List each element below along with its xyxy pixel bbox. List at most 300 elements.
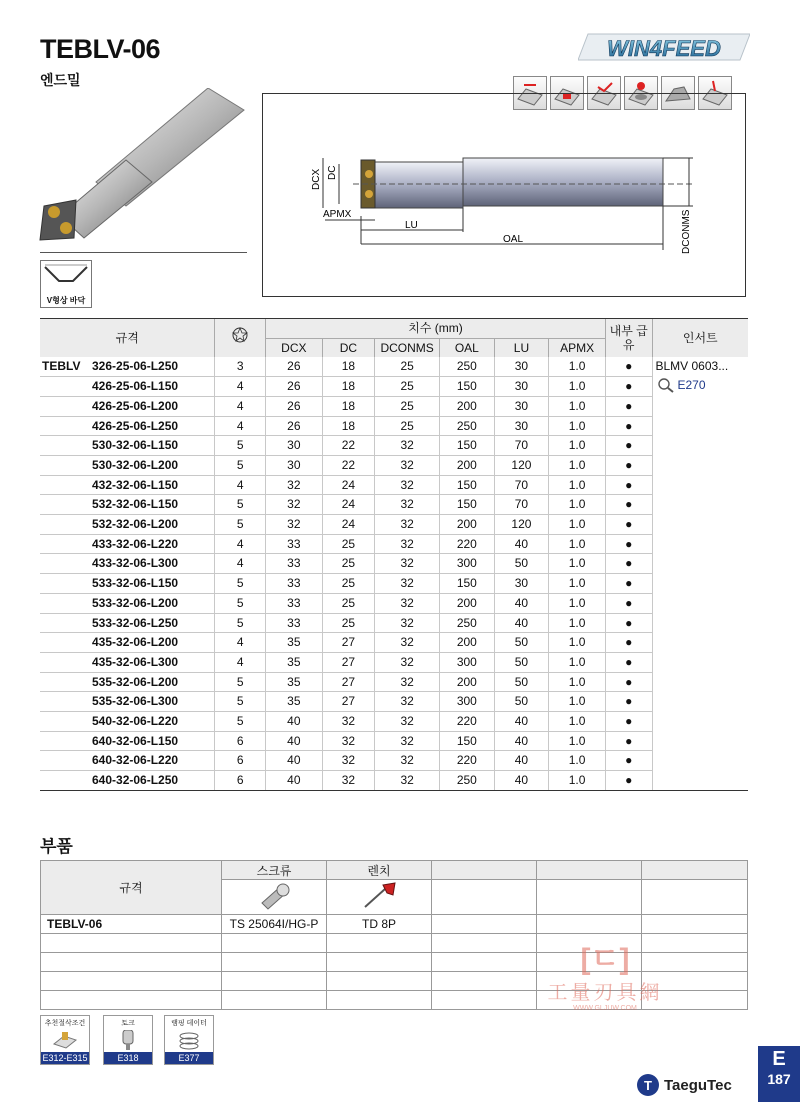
cell-lu: 50 <box>494 633 549 653</box>
cell-dc: 25 <box>322 574 375 594</box>
cell-dconms: 32 <box>375 495 440 515</box>
model-suffix: 433-32-06-L300 <box>92 556 179 571</box>
cell-apmx: 1.0 <box>549 751 606 771</box>
page-title: TEBLV-06 <box>40 34 161 64</box>
parts-header-model: 규격 <box>41 861 222 915</box>
cell-oal: 300 <box>440 652 495 672</box>
cell-cool: ● <box>605 416 652 436</box>
taegutec-logo-icon <box>636 1073 660 1097</box>
table-row <box>40 455 748 475</box>
cell-dconms: 32 <box>375 554 440 574</box>
cell-apmx: 1.0 <box>549 455 606 475</box>
cell-apmx: 1.0 <box>549 515 606 535</box>
cell-cool: ● <box>605 396 652 416</box>
parts-header-empty <box>642 861 748 880</box>
logo-text: TaeguTec <box>664 1076 732 1094</box>
model-code <box>40 633 215 653</box>
cell-dc: 27 <box>322 633 375 653</box>
cell-lu: 40 <box>494 731 549 751</box>
cell-dcx: 32 <box>266 475 323 495</box>
model-code <box>40 672 215 692</box>
cell-dcx: 33 <box>266 534 323 554</box>
model-suffix: 640-32-06-L250 <box>92 773 179 788</box>
model-suffix: 533-32-06-L250 <box>92 615 179 630</box>
magnifier-icon <box>656 377 676 393</box>
model-suffix: 540-32-06-L220 <box>92 714 179 729</box>
cell-oal: 250 <box>440 357 495 376</box>
watermark-logo-icon: [ㄷ] <box>580 943 630 976</box>
parts-wrench-code: TD 8P <box>327 915 432 934</box>
cell-dcx: 35 <box>266 672 323 692</box>
cell-cool: ● <box>605 672 652 692</box>
cell-dc: 32 <box>322 712 375 732</box>
model-suffix: 535-32-06-L200 <box>92 674 179 689</box>
cell-cool: ● <box>605 455 652 475</box>
ref-page: E318 <box>104 1052 152 1064</box>
table-row <box>40 771 748 791</box>
cell-z: 6 <box>215 771 266 791</box>
cell-lu: 70 <box>494 495 549 515</box>
model-suffix: 426-25-06-L200 <box>92 398 179 413</box>
cell-cool: ● <box>605 712 652 732</box>
cell-cool: ● <box>605 357 652 376</box>
cell-dc: 25 <box>322 613 375 633</box>
page-subtitle: 엔드밀 <box>40 72 81 88</box>
cell-dcx: 40 <box>266 771 323 791</box>
ref-label: 추천절삭조건 <box>44 1020 86 1027</box>
label-apmx: APMX <box>323 209 352 220</box>
cell-dc: 18 <box>322 396 375 416</box>
parts-cell-empty <box>327 991 432 1010</box>
cell-dcx: 40 <box>266 712 323 732</box>
cell-lu: 120 <box>494 515 549 535</box>
model-suffix: 533-32-06-L200 <box>92 595 179 610</box>
model-code <box>40 377 215 397</box>
parts-cell-empty <box>432 972 537 991</box>
parts-cell-empty <box>222 934 327 953</box>
cell-dconms: 32 <box>375 771 440 791</box>
header-dims: 치수 (mm) <box>266 319 606 339</box>
cell-oal: 250 <box>440 771 495 791</box>
cell-cool: ● <box>605 554 652 574</box>
cell-dc: 18 <box>322 357 375 376</box>
cell-apmx: 1.0 <box>549 613 606 633</box>
cell-z: 5 <box>215 672 266 692</box>
cell-cool: ● <box>605 475 652 495</box>
cell-cool: ● <box>605 692 652 712</box>
model-code <box>40 771 215 791</box>
parts-screw-code: TS 25064I/HG-P <box>222 915 327 934</box>
parts-cell-empty <box>41 972 222 991</box>
cell-lu: 40 <box>494 771 549 791</box>
parts-cell-empty <box>222 972 327 991</box>
v-shape-icon <box>41 261 91 295</box>
cell-dcx: 30 <box>266 436 323 456</box>
cell-z: 5 <box>215 495 266 515</box>
cell-lu: 40 <box>494 593 549 613</box>
cell-lu: 70 <box>494 475 549 495</box>
model-code <box>40 731 215 751</box>
cell-z: 4 <box>215 633 266 653</box>
cell-z: 3 <box>215 357 266 376</box>
cell-z: 5 <box>215 692 266 712</box>
model-suffix: 533-32-06-L150 <box>92 576 179 591</box>
cell-apmx: 1.0 <box>549 357 606 376</box>
cell-cool: ● <box>605 633 652 653</box>
model-code <box>40 593 215 613</box>
cell-dc: 18 <box>322 416 375 436</box>
table-row <box>40 554 748 574</box>
cell-oal: 200 <box>440 515 495 535</box>
table-row <box>40 377 748 397</box>
table-row <box>40 613 748 633</box>
ref-ramping-data[interactable] <box>164 1015 214 1065</box>
cell-dc: 24 <box>322 475 375 495</box>
cell-oal: 220 <box>440 534 495 554</box>
header-model: 규격 <box>40 319 215 358</box>
cell-cool: ● <box>605 534 652 554</box>
cell-dcx: 35 <box>266 692 323 712</box>
model-suffix: 435-32-06-L300 <box>92 654 179 669</box>
table-row <box>40 436 748 456</box>
cell-lu: 40 <box>494 613 549 633</box>
torque-icon <box>115 1030 141 1050</box>
cell-oal: 150 <box>440 436 495 456</box>
parts-header-empty <box>432 861 537 880</box>
cell-lu: 50 <box>494 692 549 712</box>
svg-text:T: T <box>644 1078 652 1093</box>
cell-z: 4 <box>215 396 266 416</box>
cell-dc: 18 <box>322 377 375 397</box>
col-dc: DC <box>322 338 375 357</box>
v-shape-bottom-badge <box>40 260 92 308</box>
cell-lu: 30 <box>494 396 549 416</box>
cell-cool: ● <box>605 436 652 456</box>
flute-count-icon <box>230 325 250 345</box>
model-code <box>40 692 215 712</box>
model-code <box>40 416 215 436</box>
cell-oal: 300 <box>440 692 495 712</box>
cell-oal: 150 <box>440 574 495 594</box>
spec-table <box>40 318 748 791</box>
parts-cell-empty <box>327 934 432 953</box>
cell-dcx: 32 <box>266 495 323 515</box>
cell-dcx: 33 <box>266 613 323 633</box>
parts-cell-empty <box>41 991 222 1010</box>
model-suffix: 535-32-06-L300 <box>92 694 179 709</box>
table-row <box>40 593 748 613</box>
cell-dconms: 32 <box>375 534 440 554</box>
cell-dcx: 26 <box>266 377 323 397</box>
ramping-data-icon <box>176 1030 202 1050</box>
insert-ref-link[interactable] <box>653 376 749 395</box>
model-suffix: 640-32-06-L220 <box>92 753 179 768</box>
cell-oal: 200 <box>440 633 495 653</box>
cell-dcx: 32 <box>266 515 323 535</box>
cell-dc: 27 <box>322 692 375 712</box>
cell-z: 4 <box>215 416 266 436</box>
table-row <box>40 574 748 594</box>
cell-z: 4 <box>215 377 266 397</box>
model-code <box>40 613 215 633</box>
cell-dcx: 33 <box>266 574 323 594</box>
watermark-url: WWW.GLJUW.COM <box>573 1005 637 1012</box>
divider <box>40 252 247 253</box>
cell-dconms: 25 <box>375 357 440 376</box>
cell-oal: 150 <box>440 731 495 751</box>
cell-oal: 220 <box>440 712 495 732</box>
cell-cool: ● <box>605 751 652 771</box>
table-row <box>40 416 748 436</box>
endmill-image <box>30 88 250 260</box>
header-coolant: 내부 급유 <box>605 319 652 358</box>
col-lu: LU <box>494 338 549 357</box>
cell-dc: 24 <box>322 495 375 515</box>
cell-apmx: 1.0 <box>549 593 606 613</box>
parts-header-screw: 스크류 <box>222 861 327 880</box>
cell-oal: 150 <box>440 475 495 495</box>
cell-dconms: 32 <box>375 633 440 653</box>
model-code <box>40 652 215 672</box>
section-tab <box>758 1046 800 1102</box>
cell-dc: 25 <box>322 554 375 574</box>
cell-lu: 40 <box>494 751 549 771</box>
page-number: 187 <box>767 1071 791 1087</box>
parts-cell-empty <box>642 880 748 915</box>
model-suffix: 326-25-06-L250 <box>92 359 179 374</box>
label-dconms: DCONMS <box>681 209 692 254</box>
model-suffix: 530-32-06-L200 <box>92 457 179 472</box>
label-lu: LU <box>405 220 418 231</box>
ref-cutting-conditions[interactable] <box>40 1015 90 1065</box>
cell-z: 6 <box>215 731 266 751</box>
cell-dc: 27 <box>322 672 375 692</box>
cell-dconms: 32 <box>375 593 440 613</box>
cell-dc: 32 <box>322 751 375 771</box>
cell-dcx: 35 <box>266 633 323 653</box>
table-row <box>40 475 748 495</box>
cell-lu: 30 <box>494 357 549 376</box>
cell-oal: 250 <box>440 613 495 633</box>
cell-lu: 30 <box>494 574 549 594</box>
v-shape-label: V형상 바닥 <box>46 296 86 305</box>
cell-dconms: 32 <box>375 731 440 751</box>
col-dconms: DCONMS <box>375 338 440 357</box>
cell-dc: 32 <box>322 771 375 791</box>
label-oal: OAL <box>503 234 524 245</box>
table-row <box>40 672 748 692</box>
header-flutes <box>215 319 266 358</box>
parts-cell-empty <box>41 934 222 953</box>
ref-page: E377 <box>165 1052 213 1064</box>
cell-z: 5 <box>215 436 266 456</box>
cell-apmx: 1.0 <box>549 633 606 653</box>
tool-drawing <box>263 94 747 298</box>
ref-label: 램핑 데이터 <box>171 1020 207 1027</box>
table-row <box>40 534 748 554</box>
cell-cool: ● <box>605 377 652 397</box>
cell-dcx: 40 <box>266 751 323 771</box>
cell-z: 4 <box>215 554 266 574</box>
model-code <box>40 515 215 535</box>
parts-cell-empty <box>432 934 537 953</box>
cell-oal: 250 <box>440 416 495 436</box>
cell-dc: 22 <box>322 455 375 475</box>
cell-lu: 70 <box>494 436 549 456</box>
ref-torque[interactable] <box>103 1015 153 1065</box>
parts-cell-empty <box>327 972 432 991</box>
model-suffix: 435-32-06-L200 <box>92 635 179 650</box>
cell-cool: ● <box>605 495 652 515</box>
parts-cell-empty <box>432 953 537 972</box>
cell-dc: 32 <box>322 731 375 751</box>
cell-z: 4 <box>215 475 266 495</box>
parts-cell-empty <box>222 991 327 1010</box>
insert-name: BLMV 0603... <box>655 359 729 374</box>
parts-cell-empty <box>537 880 642 915</box>
model-code <box>40 455 215 475</box>
wrench-icon <box>359 881 399 911</box>
cell-dcx: 40 <box>266 731 323 751</box>
cell-dc: 22 <box>322 436 375 456</box>
cell-cool: ● <box>605 652 652 672</box>
parts-cell-empty <box>41 953 222 972</box>
wrench-image <box>327 880 432 915</box>
cell-dcx: 26 <box>266 357 323 376</box>
cell-cool: ● <box>605 613 652 633</box>
cell-dconms: 32 <box>375 672 440 692</box>
col-apmx: APMX <box>549 338 606 357</box>
cell-dconms: 32 <box>375 436 440 456</box>
table-row <box>40 515 748 535</box>
cell-lu: 120 <box>494 455 549 475</box>
watermark-text: 工量刃具網 <box>547 982 663 1004</box>
model-suffix: 433-32-06-L220 <box>92 536 179 551</box>
cell-apmx: 1.0 <box>549 574 606 594</box>
cell-apmx: 1.0 <box>549 771 606 791</box>
cell-z: 5 <box>215 613 266 633</box>
cell-z: 5 <box>215 712 266 732</box>
ref-label: 토크 <box>121 1020 135 1027</box>
ref-page: E312-E315 <box>42 1053 88 1063</box>
cell-cool: ● <box>605 574 652 594</box>
cell-apmx: 1.0 <box>549 731 606 751</box>
model-suffix: 640-32-06-L150 <box>92 733 179 748</box>
cell-oal: 200 <box>440 593 495 613</box>
model-suffix: 426-25-06-L250 <box>92 418 179 433</box>
section-letter: E <box>772 1048 786 1070</box>
model-code <box>40 712 215 732</box>
model-prefix: TEBLV <box>42 359 81 374</box>
dimension-diagram <box>262 93 746 297</box>
screw-image <box>222 880 327 915</box>
table-row <box>40 357 748 376</box>
model-code <box>40 475 215 495</box>
model-code <box>40 574 215 594</box>
cell-apmx: 1.0 <box>549 475 606 495</box>
table-row <box>40 633 748 653</box>
parts-cell-empty <box>432 880 537 915</box>
cell-cool: ● <box>605 771 652 791</box>
header-insert: 인서트 <box>652 319 748 358</box>
cell-lu: 50 <box>494 672 549 692</box>
parts-cell-empty <box>222 953 327 972</box>
cell-apmx: 1.0 <box>549 652 606 672</box>
model-code <box>40 357 215 376</box>
parts-cell-empty <box>432 991 537 1010</box>
cell-dconms: 32 <box>375 692 440 712</box>
cell-oal: 200 <box>440 455 495 475</box>
model-code <box>40 751 215 771</box>
cell-apmx: 1.0 <box>549 416 606 436</box>
taegutec-logo <box>636 1072 756 1098</box>
cell-dcx: 26 <box>266 416 323 436</box>
cell-z: 4 <box>215 534 266 554</box>
model-suffix: 532-32-06-L200 <box>92 517 179 532</box>
model-code <box>40 554 215 574</box>
model-suffix: 432-32-06-L150 <box>92 477 179 492</box>
cell-dc: 25 <box>322 534 375 554</box>
cell-dconms: 32 <box>375 613 440 633</box>
cell-dc: 24 <box>322 515 375 535</box>
cell-apmx: 1.0 <box>549 672 606 692</box>
col-dcx: DCX <box>266 338 323 357</box>
svg-text:WIN4FEED: WIN4FEED <box>607 36 721 61</box>
cell-apmx: 1.0 <box>549 495 606 515</box>
cell-dconms: 32 <box>375 455 440 475</box>
cell-apmx: 1.0 <box>549 377 606 397</box>
model-code <box>40 436 215 456</box>
parts-title: 부품 <box>40 837 73 856</box>
cell-lu: 50 <box>494 554 549 574</box>
cell-apmx: 1.0 <box>549 692 606 712</box>
cell-dconms: 32 <box>375 751 440 771</box>
cell-dconms: 32 <box>375 475 440 495</box>
cell-dconms: 25 <box>375 416 440 436</box>
parts-model: TEBLV-06 <box>41 915 222 934</box>
table-row <box>40 495 748 515</box>
cell-apmx: 1.0 <box>549 712 606 732</box>
model-suffix: 426-25-06-L150 <box>92 379 179 394</box>
label-dc: DC <box>327 165 338 180</box>
brand-logo <box>578 30 750 64</box>
cell-lu: 40 <box>494 712 549 732</box>
cell-oal: 150 <box>440 377 495 397</box>
cell-dc: 25 <box>322 593 375 613</box>
cell-oal: 300 <box>440 554 495 574</box>
cell-lu: 50 <box>494 652 549 672</box>
cell-z: 5 <box>215 515 266 535</box>
cell-dcx: 33 <box>266 593 323 613</box>
watermark <box>540 944 670 1016</box>
parts-header-wrench: 렌치 <box>327 861 432 880</box>
cell-dconms: 32 <box>375 652 440 672</box>
table-row <box>40 751 748 771</box>
cell-lu: 30 <box>494 377 549 397</box>
cell-oal: 220 <box>440 751 495 771</box>
model-code <box>40 534 215 554</box>
cell-dconms: 32 <box>375 712 440 732</box>
cell-dconms: 25 <box>375 396 440 416</box>
cell-dcx: 26 <box>266 396 323 416</box>
cell-oal: 200 <box>440 396 495 416</box>
cell-oal: 200 <box>440 672 495 692</box>
cell-z: 5 <box>215 574 266 594</box>
cell-dc: 27 <box>322 652 375 672</box>
cell-dcx: 30 <box>266 455 323 475</box>
parts-header-empty <box>537 861 642 880</box>
table-row <box>40 692 748 712</box>
